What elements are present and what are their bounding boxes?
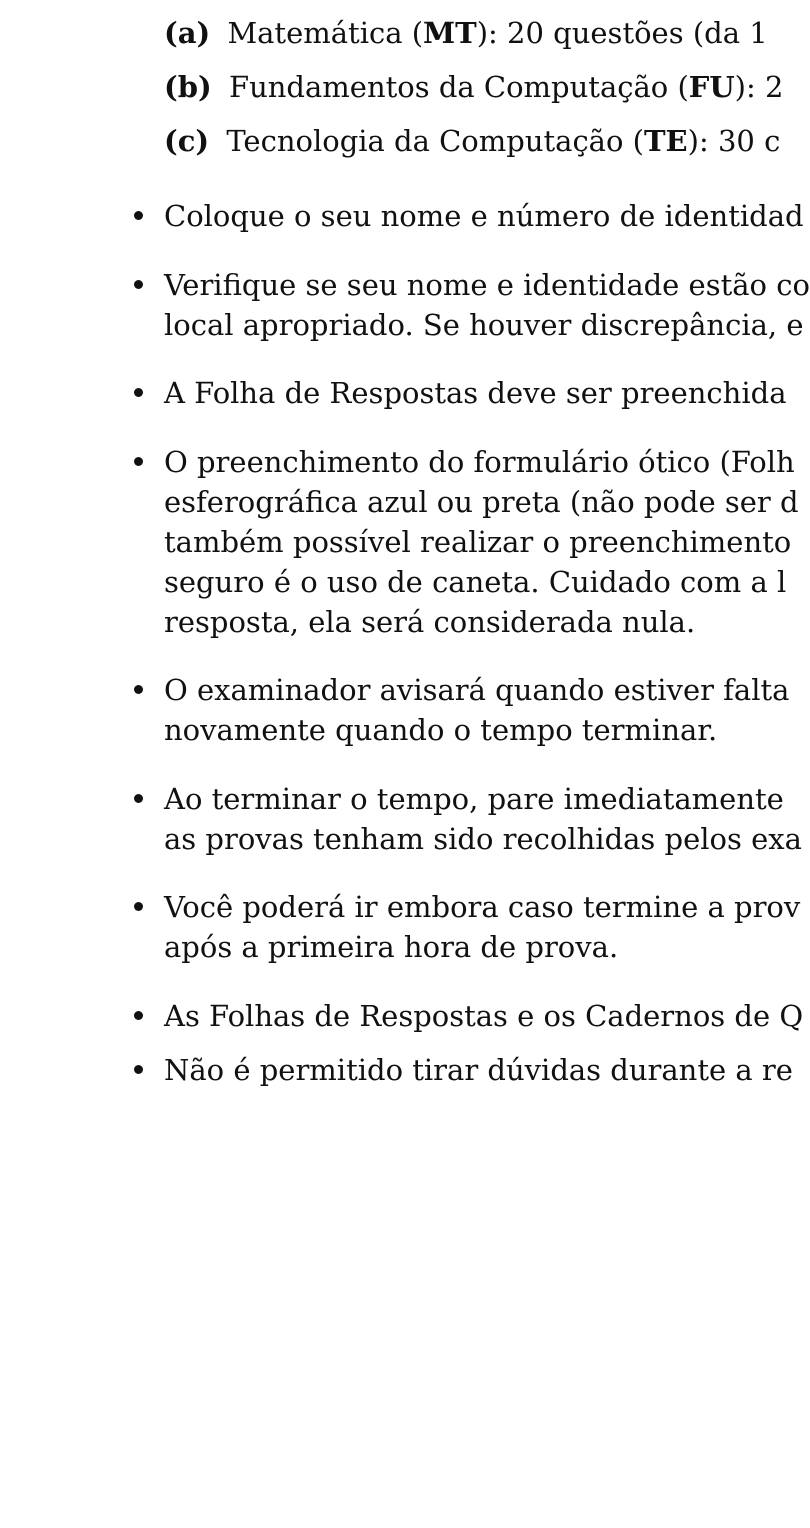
bullet-line: Coloque o seu nome e número de identidad: [164, 199, 804, 233]
bullet-dot: [134, 902, 143, 911]
bullet-dot: [134, 1011, 143, 1020]
bullet-line: Não é permitido tirar dúvidas durante a re: [164, 1053, 793, 1087]
bullet-line: O preenchimento do formulário ótico (Folh: [164, 445, 795, 479]
enum-text-bold: MT: [423, 16, 477, 50]
enum-label: (b): [164, 70, 212, 104]
bullet-line: As Folhas de Respostas e os Cadernos de Q: [164, 999, 804, 1033]
bullet-dot: [134, 280, 143, 289]
enum-text-before: Tecnologia da Computação (: [226, 124, 644, 158]
bullet-dot: [134, 1065, 143, 1074]
enum-text-before: Matemática (: [227, 16, 424, 50]
bullet-line: local apropriado. Se houver discrepância, e: [164, 308, 804, 342]
enum-item-c: [164, 121, 780, 161]
bullet-line: A Folha de Respostas deve ser preenchida: [164, 376, 787, 410]
bullet-line: novamente quando o tempo terminar.: [164, 713, 718, 747]
bullet-line: Verifique se seu nome e identidade estão co: [164, 268, 810, 302]
bullet-line: esferográfica azul ou preta (não pode ser d: [164, 485, 799, 519]
enum-text-before: Fundamentos da Computação (: [228, 70, 689, 104]
enum-text-bold: TE: [643, 124, 688, 158]
bullet-dot: [134, 211, 143, 220]
bullet-line: as provas tenham sido recolhidas pelos exa: [164, 822, 802, 856]
bullet-line: também possível realizar o preenchimento: [164, 525, 792, 559]
enum-label: (a): [164, 16, 211, 50]
enum-text-bold: FU: [688, 70, 735, 104]
enum-text-after: ): 30 c: [687, 124, 781, 158]
bullet-line: após a primeira hora de prova.: [164, 930, 619, 964]
bullet-dot: [134, 457, 143, 466]
enum-label: (c): [164, 124, 210, 158]
bullet-line: Ao terminar o tempo, pare imediatamente: [164, 782, 784, 816]
bullet-line: resposta, ela será considerada nula.: [164, 605, 696, 639]
enum-text-after: ): 2: [734, 70, 784, 104]
bullet-dot: [134, 685, 143, 694]
bullet-dot: [134, 388, 143, 397]
enum-item-b: [164, 67, 783, 107]
enum-text-after: ): 20 questões (da 1: [476, 16, 768, 50]
bullet-line: seguro é o uso de caneta. Cuidado com a l: [164, 565, 787, 599]
bullet-line: Você poderá ir embora caso termine a prov: [164, 890, 801, 924]
bullet-dot: [134, 794, 143, 803]
enum-item-a: [164, 13, 768, 53]
bullet-line: O examinador avisará quando estiver falta: [164, 673, 790, 707]
